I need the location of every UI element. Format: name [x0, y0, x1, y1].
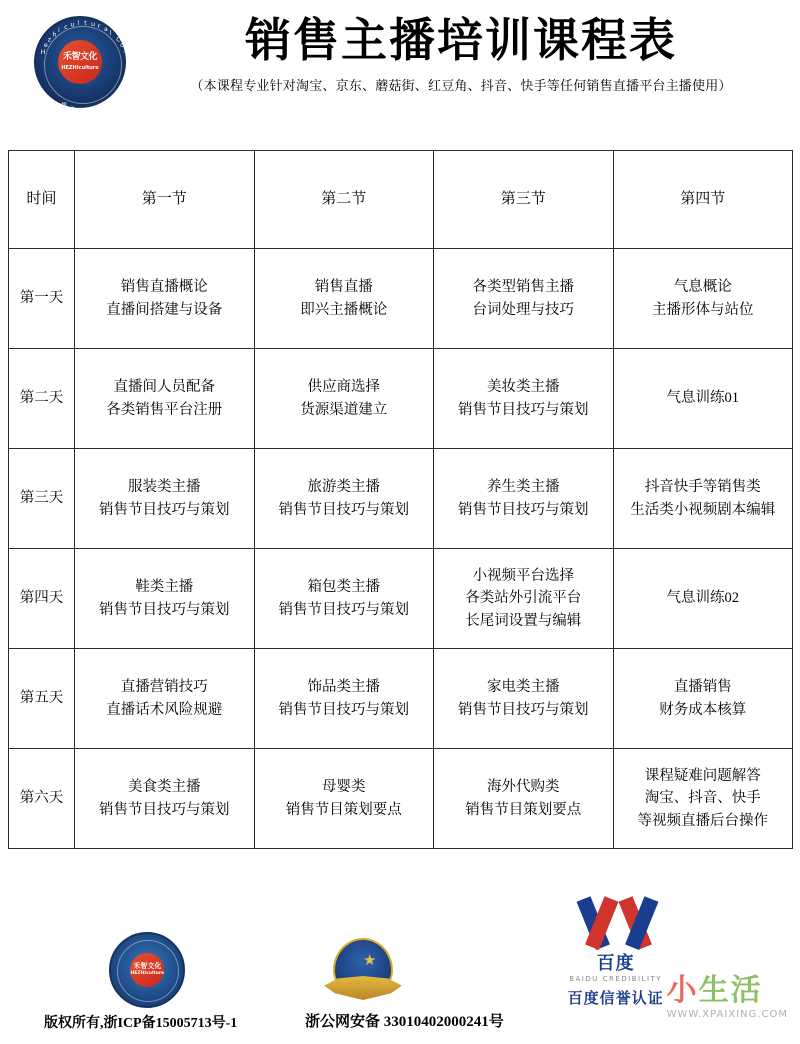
schedule-cell	[75, 549, 255, 649]
schedule-cell-line: 各类销售平台注册	[106, 401, 223, 418]
schedule-cell-line: 财务成本核算	[659, 701, 747, 718]
schedule-cell	[613, 649, 793, 749]
table-row	[9, 449, 793, 549]
schedule-cell-line: 台词处理与技巧	[472, 301, 574, 318]
schedule-cell-line: 主播形体与站位	[652, 301, 754, 318]
footer-badges	[0, 922, 800, 1008]
schedule-cell	[434, 649, 614, 749]
schedule-cell-line: 小视频平台选择	[472, 567, 574, 584]
company-seal-en: HEZHIculture	[130, 971, 165, 976]
schedule-cell	[613, 449, 793, 549]
table-row	[9, 249, 793, 349]
schedule-cell-line: 服装类主播	[128, 479, 201, 496]
schedule-cell-line: 养生类主播	[487, 479, 560, 496]
logo-center-icon	[58, 40, 102, 84]
icp-record-text: 版权所有,浙ICP备15005713号-1	[44, 1016, 238, 1031]
column-header-session-3: 第三节	[434, 151, 614, 249]
schedule-cell-line: 销售节目技巧与策划	[458, 701, 589, 718]
schedule-cell	[254, 549, 434, 649]
schedule-cell-line: 销售节目技巧与策划	[99, 501, 230, 518]
schedule-cell-line: 直播间搭建与设备	[106, 301, 223, 318]
schedule-cell-line: 旅游类主播	[307, 479, 380, 496]
schedule-cell-line: 直播话术风险规避	[106, 701, 223, 718]
schedule-cell	[254, 649, 434, 749]
schedule-cell-line: 饰品类主播	[307, 679, 380, 696]
column-header-session-4: 第四节	[613, 151, 793, 249]
schedule-cell	[75, 249, 255, 349]
schedule-cell-line: 鞋类主播	[135, 579, 194, 596]
schedule-cell	[434, 249, 614, 349]
schedule-cell	[75, 749, 255, 849]
schedule-cell	[254, 749, 434, 849]
column-header-session-1: 第一节	[75, 151, 255, 249]
schedule-cell-line: 各类站外引流平台	[465, 590, 582, 607]
schedule-cell	[434, 349, 614, 449]
gongan-record-text: 浙公网安备 33010402000241号	[305, 1014, 504, 1030]
page-title: 销售主播培训课程表	[245, 15, 677, 66]
schedule-cell-line: 箱包类主播	[307, 579, 380, 596]
schedule-cell	[254, 349, 434, 449]
schedule-cell	[613, 249, 793, 349]
schedule-cell-line: 即兴主播概论	[300, 301, 388, 318]
schedule-cell-line: 美妆类主播	[487, 379, 560, 396]
schedule-cell-line: 家电类主播	[487, 679, 560, 696]
schedule-table-wrap	[0, 150, 800, 849]
page-header	[0, 0, 800, 118]
schedule-cell	[613, 549, 793, 649]
schedule-cell-line: 销售节目技巧与策划	[458, 401, 589, 418]
row-header-time: 第四天	[9, 549, 75, 649]
baidu-credit-badge[interactable]	[541, 903, 691, 1008]
schedule-cell-line: 母婴类	[322, 779, 366, 796]
schedule-cell	[613, 749, 793, 849]
column-header-time: 时间	[9, 151, 75, 249]
schedule-cell	[434, 549, 614, 649]
row-header-time: 第二天	[9, 349, 75, 449]
table-row	[9, 549, 793, 649]
schedule-cell	[75, 349, 255, 449]
schedule-cell-line: 课程疑难问题解答	[644, 767, 761, 784]
schedule-cell-line: 供应商选择	[307, 379, 380, 396]
schedule-cell-line: 直播间人员配备	[113, 379, 215, 396]
schedule-cell-line: 销售节目策划要点	[465, 801, 582, 818]
company-seal-badge	[109, 932, 185, 1008]
schedule-cell-line: 货源渠道建立	[300, 401, 388, 418]
baidu-caption: 百度信誉认证	[567, 991, 664, 1007]
schedule-cell-line: 美食类主播	[128, 779, 201, 796]
logo-center-cn: 禾智文化	[62, 51, 97, 62]
table-row	[9, 349, 793, 449]
schedule-cell	[254, 249, 434, 349]
company-logo	[28, 12, 132, 116]
company-seal-icon	[109, 932, 185, 1008]
row-header-time: 第三天	[9, 449, 75, 549]
column-header-session-2: 第二节	[254, 151, 434, 249]
schedule-cell-line: 海外代购类	[487, 779, 560, 796]
row-header-time: 第六天	[9, 749, 75, 849]
schedule-cell-line: 销售节目技巧与策划	[278, 501, 409, 518]
logo-center-en: HEZHIculture	[61, 64, 99, 71]
watermark-sub: WWW.XPAIXING.COM	[666, 1009, 788, 1020]
company-seal-center	[130, 953, 164, 987]
schedule-cell-line: 抖音快手等销售类	[644, 479, 761, 496]
row-header-time: 第一天	[9, 249, 75, 349]
page-footer	[0, 922, 800, 1044]
schedule-cell-line: 气息概论	[673, 279, 732, 296]
table-header-row	[9, 151, 793, 249]
schedule-cell-line: 销售节目技巧与策划	[99, 801, 230, 818]
schedule-cell-line: 销售节目技巧与策划	[458, 501, 589, 518]
police-emblem-badge	[324, 936, 402, 1008]
schedule-cell	[434, 749, 614, 849]
schedule-cell	[254, 449, 434, 549]
title-block	[132, 10, 782, 94]
baidu-brand-sub: BAIDU CREDIBILITY	[569, 975, 663, 983]
schedule-cell-line: 淘宝、抖音、快手	[644, 790, 761, 807]
schedule-cell	[75, 449, 255, 549]
schedule-cell-line: 销售节目技巧与策划	[278, 601, 409, 618]
schedule-cell-line: 销售直播概论	[120, 279, 208, 296]
schedule-cell-line: 等视频直播后台操作	[637, 812, 768, 829]
schedule-cell-line: 各类型销售主播	[472, 279, 574, 296]
schedule-cell-line: 气息训练02	[666, 590, 739, 607]
page-subtitle: （本课程专业针对淘宝、京东、蘑菇街、红豆角、抖音、快手等任何销售直播平台主播使用）	[190, 78, 732, 94]
schedule-cell-line: 长尾词设置与编辑	[465, 612, 582, 629]
company-seal-cn: 禾智文化	[133, 962, 162, 970]
schedule-cell-line: 销售节目技巧与策划	[99, 601, 230, 618]
baidu-v-icon	[570, 903, 662, 947]
schedule-cell-line: 销售节目策划要点	[285, 801, 402, 818]
schedule-cell	[75, 649, 255, 749]
watermark-main-right: 生活	[698, 974, 763, 1007]
schedule-cell	[613, 349, 793, 449]
table-row	[9, 649, 793, 749]
table-body	[9, 249, 793, 849]
schedule-cell	[434, 449, 614, 549]
schedule-cell-line: 生活类小视频剧本编辑	[630, 501, 776, 518]
logo-circle-icon	[34, 16, 126, 115]
logo-ring-text: H e z h i c u l t u r a l C o . 禾 智 传 媒 主 播	[40, 20, 125, 115]
baidu-brand: 百度	[596, 953, 635, 974]
row-header-time: 第五天	[9, 649, 75, 749]
schedule-table	[8, 150, 793, 849]
schedule-cell-line: 直播销售	[673, 679, 732, 696]
table-row	[9, 749, 793, 849]
police-emblem-icon	[324, 936, 402, 1008]
schedule-cell-line: 气息训练01	[666, 390, 739, 407]
schedule-cell-line: 直播营销技巧	[120, 679, 208, 696]
watermark-main-left: 小	[666, 974, 699, 1007]
schedule-cell-line: 销售节目技巧与策划	[278, 701, 409, 718]
schedule-cell-line: 销售直播	[314, 279, 373, 296]
footer-texts	[0, 1008, 800, 1040]
